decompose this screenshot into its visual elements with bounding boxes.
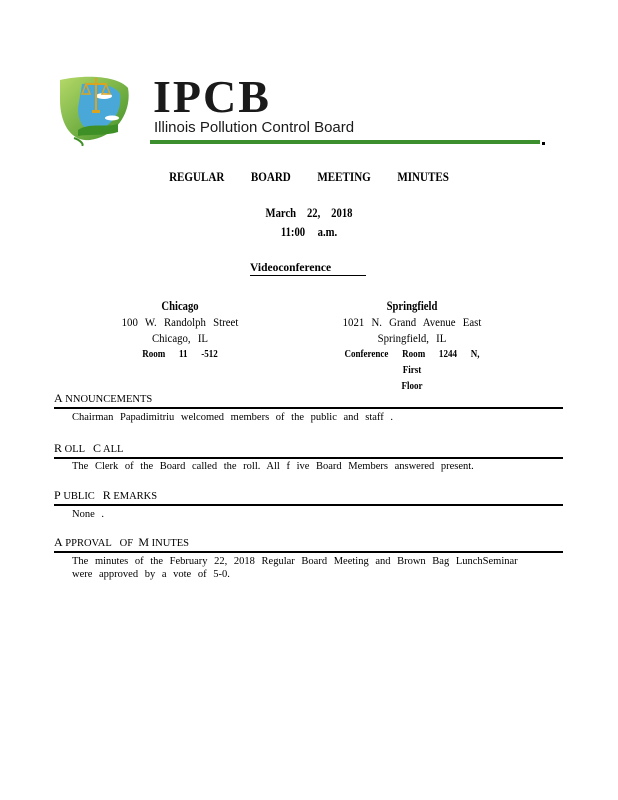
location-name: Chicago <box>161 299 199 313</box>
meeting-time: 11:00 a.m. <box>280 224 338 239</box>
meeting-date: March 22, 2018 <box>265 205 353 220</box>
heading-initial-2: M <box>138 535 150 549</box>
heading-initial: A <box>54 391 63 405</box>
meeting-venue: Videoconference <box>250 262 366 276</box>
location-room: Room 11 -512 <box>142 348 218 360</box>
section-heading-approval-of-minutes <box>54 536 563 553</box>
location-address: 100 W. Randolph Street <box>121 315 239 329</box>
heading-rest-2: INUTES <box>151 538 189 549</box>
heading-rest: PPROVAL <box>65 538 112 549</box>
heading-rest-2: EMARKS <box>113 491 158 502</box>
heading-rest: UBLIC <box>63 491 95 502</box>
location-room-continued: Floor <box>401 380 423 392</box>
section-body-roll-call <box>72 460 532 473</box>
logo-subtitle: Illinois Pollution Control Board <box>154 119 355 136</box>
location-city: Springfield, IL <box>377 331 447 345</box>
section-body-announcements <box>72 411 532 424</box>
heading-mid: OF <box>119 538 134 549</box>
location-address: 1021 N. Grand Avenue East <box>342 315 482 329</box>
heading-initial-2: C <box>92 441 101 455</box>
body-line: None . <box>72 509 104 520</box>
header-rule-dot <box>542 142 545 145</box>
location-room: Conference Room 1244 N, First <box>344 348 480 376</box>
ipcb-leaf-logo-icon <box>56 70 134 146</box>
section-heading-roll-call <box>54 442 563 459</box>
header-rule <box>150 140 540 144</box>
heading-rest-2: ALL <box>103 444 124 455</box>
location-chicago <box>105 298 255 362</box>
location-name: Springfield <box>386 299 438 313</box>
section-body-public-remarks <box>72 508 532 521</box>
location-city: Chicago, IL <box>151 331 209 345</box>
heading-rest: NNOUNCEMENTS <box>65 394 153 405</box>
document-title: REGULAR BOARD MEETING MINUTES <box>169 169 449 184</box>
heading-initial-2: R <box>102 488 111 502</box>
heading-initial: P <box>54 488 61 502</box>
section-body-approval-of-minutes <box>72 555 532 581</box>
heading-rest: OLL <box>64 444 86 455</box>
heading-initial: R <box>54 441 63 455</box>
body-line: The minutes of the February 22, 2018 Regular Board Meeting and Brown Bag LunchSeminar <box>72 556 518 567</box>
body-line: Chairman Papadimitriu welcomed members of the public and staff . <box>72 412 393 423</box>
body-line: were approved by a vote of 5-0. <box>72 569 230 580</box>
location-springfield <box>322 298 502 394</box>
logo-title: IPCB <box>153 71 271 122</box>
section-heading-announcements <box>54 392 563 409</box>
body-line: The Clerk of the Board called the roll. All f ive Board Members answered present. <box>72 461 474 472</box>
heading-initial: A <box>54 535 63 549</box>
section-heading-public-remarks <box>54 489 563 506</box>
